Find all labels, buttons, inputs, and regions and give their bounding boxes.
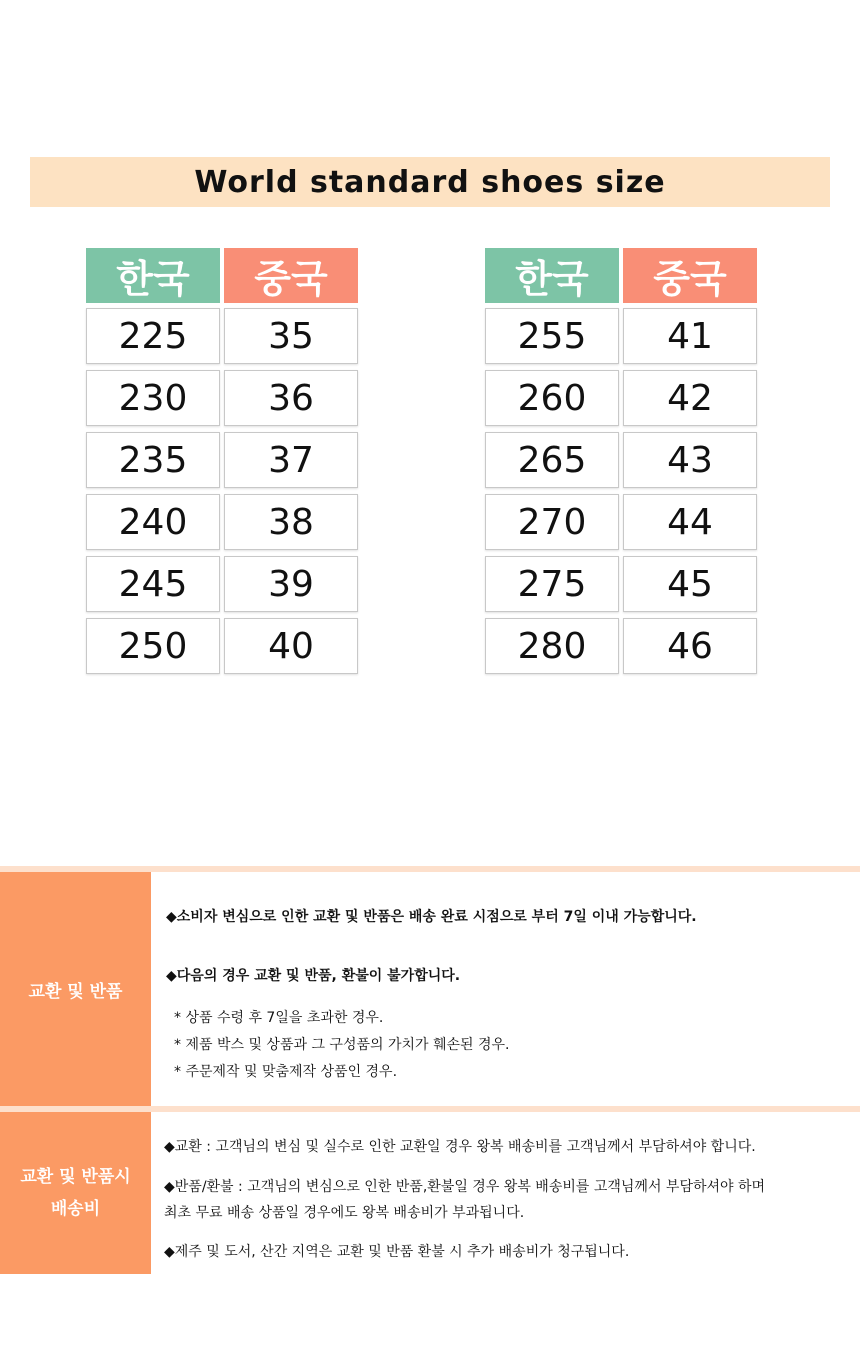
table-row — [86, 308, 358, 364]
remote-area-fee-text: ◆제주 및 도서, 산간 지역은 교환 및 반품 환불 시 추가 배송비가 청구됩니다. — [164, 1244, 630, 1260]
korea-size-cell: 225 — [86, 308, 220, 364]
exchange-return-label: 교환 및 반품 — [0, 872, 151, 1112]
condition-item: * 상품 수령 후 7일을 초과한 경우. — [174, 1010, 384, 1026]
table-row — [485, 494, 757, 550]
table-header-row — [86, 248, 358, 303]
table-row — [86, 494, 358, 550]
table-row — [86, 432, 358, 488]
china-size-cell: 46 — [623, 618, 757, 674]
table-row — [485, 618, 757, 674]
exchange-not-allowed-text: ◆다음의 경우 교환 및 반품, 환불이 불가합니다. — [166, 968, 461, 984]
korea-size-cell: 235 — [86, 432, 220, 488]
table-row — [485, 308, 757, 364]
size-table-left — [86, 248, 358, 680]
refund-fee-text-cont: 최초 무료 배송 상품일 경우에도 왕복 배송비가 부과됩니다. — [164, 1205, 525, 1221]
table-row — [86, 618, 358, 674]
shipping-fee-label — [0, 1112, 151, 1274]
china-size-cell: 41 — [623, 308, 757, 364]
exchange-return-section — [0, 872, 860, 1112]
korea-size-cell: 240 — [86, 494, 220, 550]
exchange-fee-text: ◆교환 : 고객님의 변심 및 실수로 인한 교환일 경우 왕복 배송비를 고객님께서 부담하셔야 합니다. — [164, 1139, 756, 1155]
table-row — [485, 556, 757, 612]
table-header-row — [485, 248, 757, 303]
table-row — [86, 370, 358, 426]
china-size-cell: 44 — [623, 494, 757, 550]
shipping-fee-section — [0, 1112, 860, 1274]
china-header: 중국 — [224, 248, 358, 303]
china-size-cell: 38 — [224, 494, 358, 550]
korea-size-cell: 230 — [86, 370, 220, 426]
china-size-cell: 39 — [224, 556, 358, 612]
refund-fee-text: ◆반품/환불 : 고객님의 변심으로 인한 반품,환불일 경우 왕복 배송비를 고객님께서 부담하셔야 하며 — [164, 1179, 766, 1195]
korea-size-cell: 255 — [485, 308, 619, 364]
page-title: World standard shoes size — [194, 164, 666, 200]
condition-item: * 제품 박스 및 상품과 그 구성품의 가치가 훼손된 경우. — [174, 1037, 510, 1053]
policy-section — [0, 866, 860, 1274]
korea-size-cell: 265 — [485, 432, 619, 488]
exchange-window-text: ◆소비자 변심으로 인한 교환 및 반품은 배송 완료 시점으로 부터 7일 이내 가능합니다. — [166, 909, 697, 925]
korea-size-cell: 245 — [86, 556, 220, 612]
korea-size-cell: 270 — [485, 494, 619, 550]
korea-size-cell: 280 — [485, 618, 619, 674]
shipping-fee-label-line1: 교환 및 반품시 — [20, 1167, 131, 1187]
china-size-cell: 37 — [224, 432, 358, 488]
korea-size-cell: 275 — [485, 556, 619, 612]
table-row — [485, 432, 757, 488]
shipping-fee-label-line2: 배송비 — [50, 1199, 101, 1219]
korea-size-cell: 260 — [485, 370, 619, 426]
table-row — [86, 556, 358, 612]
condition-item: * 주문제작 및 맞춤제작 상품인 경우. — [174, 1064, 398, 1080]
china-size-cell: 43 — [623, 432, 757, 488]
title-banner — [30, 157, 830, 207]
china-size-cell: 40 — [224, 618, 358, 674]
table-row — [485, 370, 757, 426]
korea-header: 한국 — [485, 248, 619, 303]
china-size-cell: 45 — [623, 556, 757, 612]
korea-header: 한국 — [86, 248, 220, 303]
china-size-cell: 42 — [623, 370, 757, 426]
size-table-right — [485, 248, 757, 680]
china-size-cell: 36 — [224, 370, 358, 426]
china-size-cell: 35 — [224, 308, 358, 364]
china-header: 중국 — [623, 248, 757, 303]
korea-size-cell: 250 — [86, 618, 220, 674]
